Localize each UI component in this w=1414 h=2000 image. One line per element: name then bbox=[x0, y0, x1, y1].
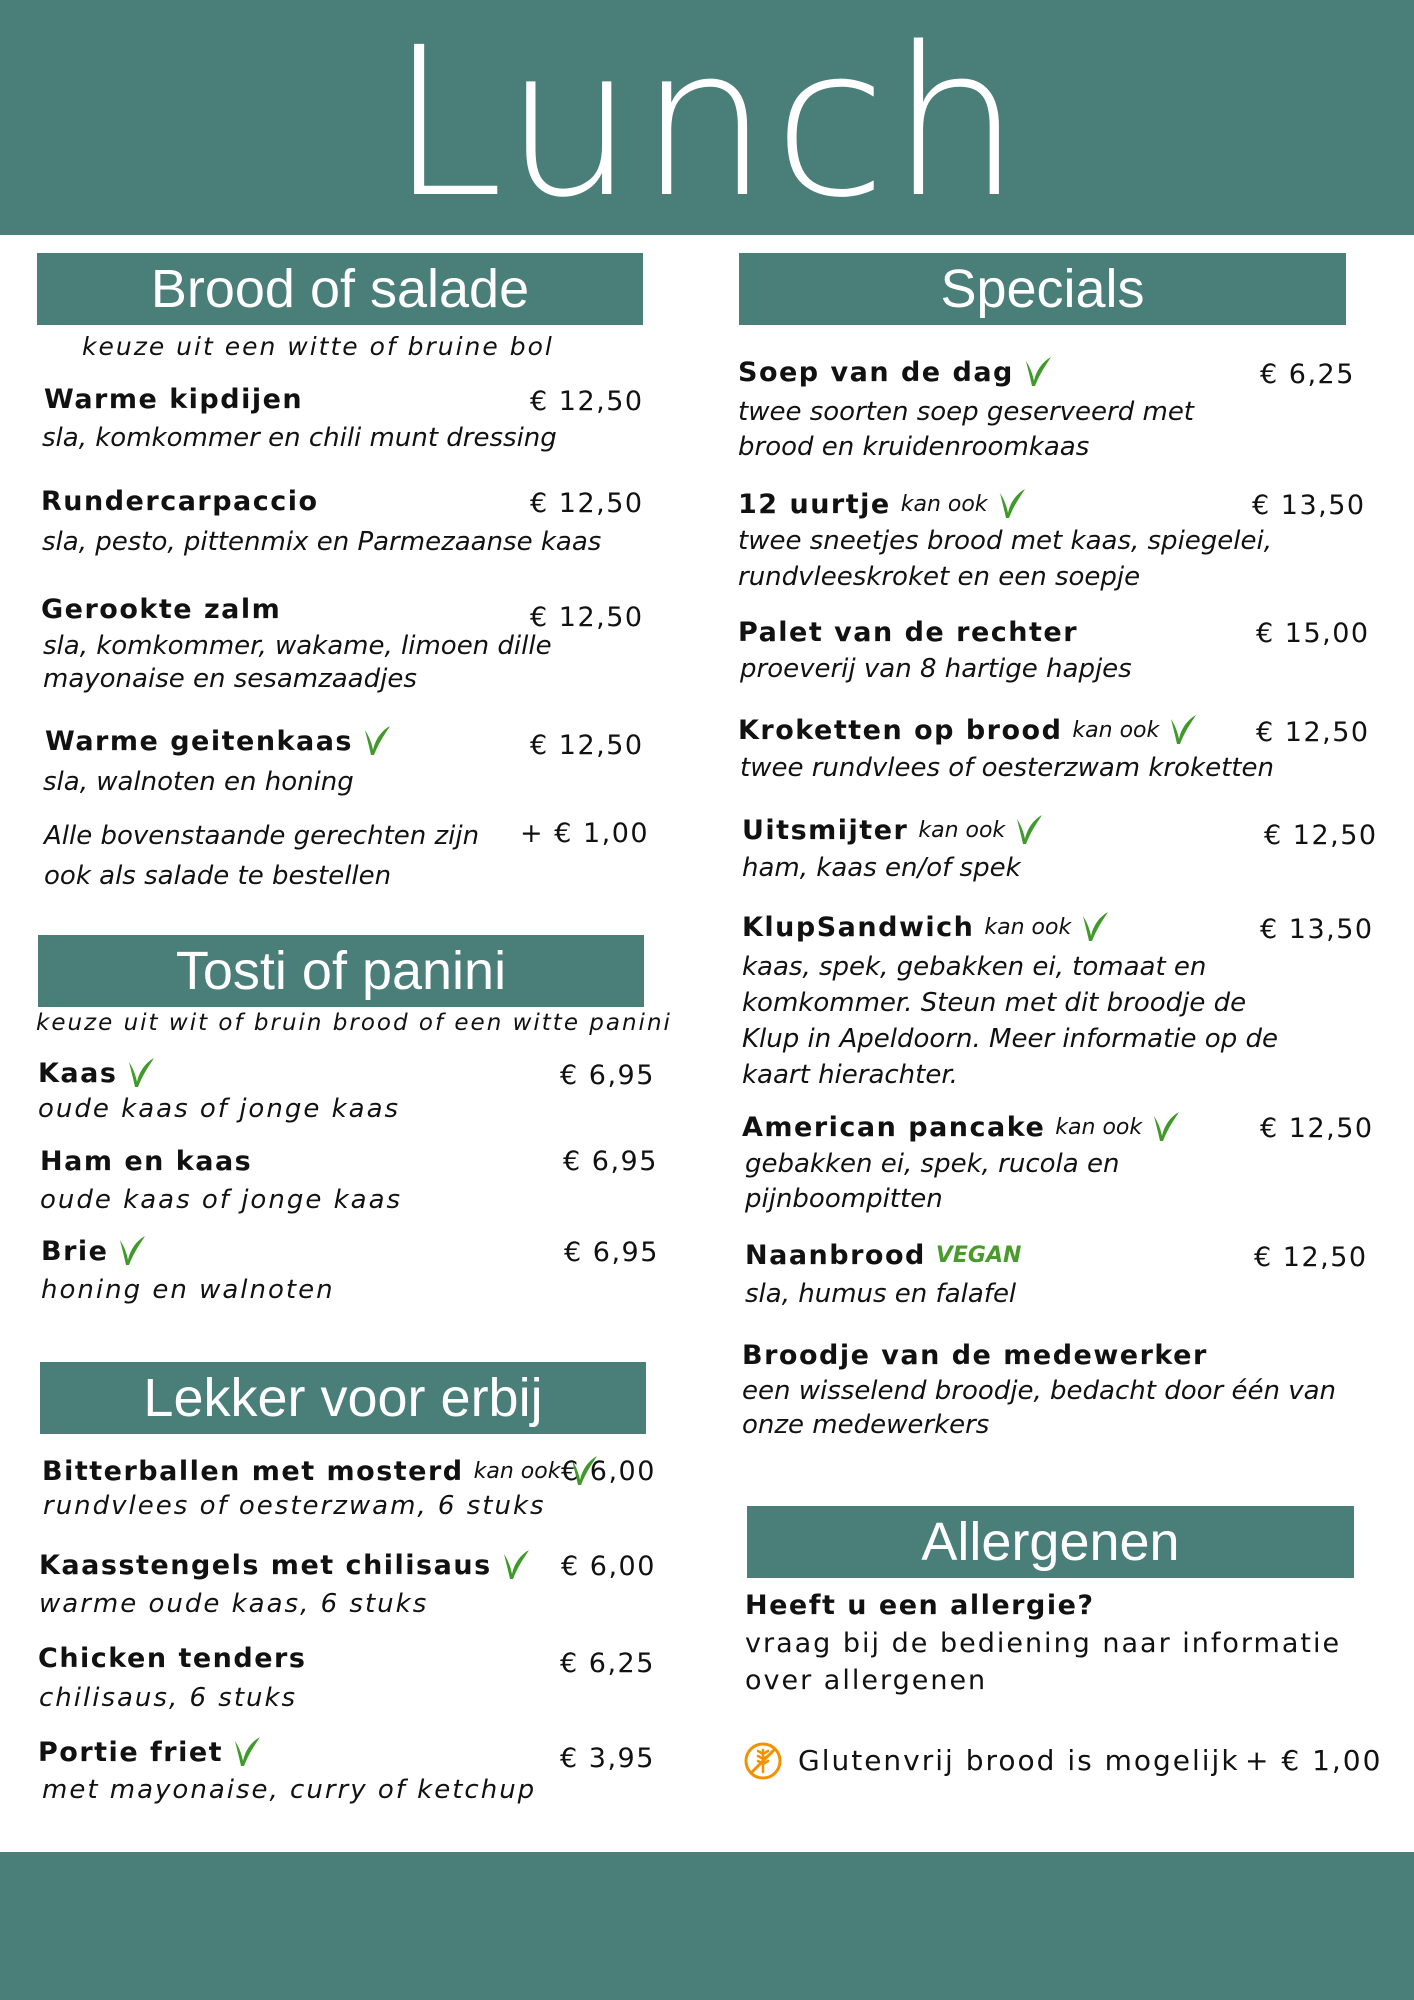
menu-item-name: Palet van de rechter bbox=[738, 617, 1079, 648]
menu-item-desc: Klup in Apeldoorn. Meer informatie op de bbox=[742, 1024, 1278, 1054]
menu-item-name: Rundercarpaccio bbox=[41, 486, 319, 517]
menu-item-name: Chicken tenders bbox=[38, 1643, 307, 1674]
section-header-specials: Specials bbox=[739, 253, 1346, 325]
menu-item-desc: onze medewerkers bbox=[742, 1410, 990, 1440]
menu-item-desc: oude kaas of jonge kaas bbox=[40, 1185, 403, 1215]
menu-item-desc: warme oude kaas, 6 stuks bbox=[39, 1589, 429, 1619]
menu-item-desc: ham, kaas en/of spek bbox=[742, 853, 1021, 883]
note-line: Alle bovenstaande gerechten zijn bbox=[44, 821, 480, 851]
gluten-free-icon bbox=[743, 1741, 783, 1781]
menu-item-name: Kaas bbox=[38, 1056, 157, 1090]
menu-item-desc: rundvleeskroket en een soepje bbox=[738, 562, 1141, 592]
menu-item-name: Portie friet bbox=[38, 1735, 263, 1769]
leaf-icon bbox=[1152, 1110, 1182, 1144]
menu-item-name: Broodje van de medewerker bbox=[742, 1340, 1208, 1371]
menu-item-name: Ham en kaas bbox=[40, 1146, 253, 1177]
menu-item-desc: sla, humus en falafel bbox=[745, 1279, 1017, 1309]
menu-item-name: Bitterballen met mosterd kan ook bbox=[42, 1454, 600, 1488]
kan-ook-tag: kan ook bbox=[1055, 1114, 1143, 1140]
menu-item-name: Kroketten op brood kan ook bbox=[738, 713, 1199, 747]
section-header-allergenen: Allergenen bbox=[747, 1506, 1354, 1578]
menu-item-desc: sla, komkommer en chili munt dressing bbox=[42, 423, 557, 453]
menu-item-desc: honing en walnoten bbox=[41, 1275, 335, 1305]
leaf-icon bbox=[127, 1056, 157, 1090]
note-price: + € 1,00 bbox=[520, 818, 650, 849]
leaf-icon bbox=[998, 487, 1028, 521]
kan-ook-tag: kan ook bbox=[473, 1458, 561, 1484]
kan-ook-tag: kan ook bbox=[1072, 717, 1160, 743]
menu-item-desc: pijnboompitten bbox=[745, 1184, 943, 1214]
menu-item-desc: sla, komkommer, wakame, limoen dille bbox=[43, 631, 552, 661]
menu-item-price: € 12,50 bbox=[1254, 1242, 1368, 1273]
menu-item-name: 12 uurtje kan ook bbox=[738, 487, 1028, 521]
menu-item-price: € 6,25 bbox=[1260, 359, 1355, 390]
section-header-erbij: Lekker voor erbij bbox=[40, 1362, 646, 1434]
menu-item-price: € 15,00 bbox=[1256, 618, 1370, 649]
menu-item-name: Naanbrood VEGAN bbox=[745, 1240, 1022, 1271]
leaf-icon bbox=[363, 724, 393, 758]
menu-item-name: Kaasstengels met chilisaus bbox=[39, 1548, 532, 1582]
menu-item-price: € 13,50 bbox=[1252, 490, 1366, 521]
allergy-text: over allergenen bbox=[745, 1665, 988, 1696]
leaf-icon bbox=[1024, 355, 1054, 389]
kan-ook-tag: kan ook bbox=[900, 491, 988, 517]
menu-item-price: € 12,50 bbox=[1260, 1113, 1374, 1144]
menu-item-name: Soep van de dag bbox=[738, 355, 1054, 389]
menu-item-desc: rundvlees of oesterzwam, 6 stuks bbox=[43, 1491, 546, 1521]
leaf-icon bbox=[502, 1548, 532, 1582]
menu-item-desc: twee sneetjes brood met kaas, spiegelei, bbox=[738, 526, 1272, 556]
menu-item-price: € 6,25 bbox=[560, 1648, 655, 1679]
note-line: ook als salade te bestellen bbox=[44, 861, 392, 891]
menu-item-name: American pancake kan ook bbox=[742, 1110, 1182, 1144]
kan-ook-tag: kan ook bbox=[984, 914, 1072, 940]
menu-item-price: € 12,50 bbox=[530, 602, 644, 633]
menu-item-price: € 6,95 bbox=[560, 1060, 655, 1091]
gluten-free-price: + € 1,00 bbox=[1245, 1744, 1383, 1777]
menu-item-price: € 12,50 bbox=[1264, 820, 1378, 851]
menu-item-desc: gebakken ei, spek, rucola en bbox=[745, 1149, 1120, 1179]
menu-item-name: Gerookte zalm bbox=[41, 594, 282, 625]
leaf-icon bbox=[1169, 713, 1199, 747]
kan-ook-tag: kan ook bbox=[918, 817, 1006, 843]
gluten-free-text: Glutenvrij brood is mogelijk bbox=[798, 1744, 1240, 1777]
menu-item-desc: chilisaus, 6 stuks bbox=[39, 1683, 298, 1713]
menu-item-desc: een wisselend broodje, bedacht door één van bbox=[742, 1376, 1337, 1406]
menu-item-price: € 6,95 bbox=[563, 1146, 658, 1177]
menu-item-name: KlupSandwich kan ook bbox=[742, 910, 1111, 944]
leaf-icon bbox=[118, 1234, 148, 1268]
allergy-text: vraag bij de bediening naar informatie bbox=[745, 1628, 1342, 1659]
menu-item-price: € 6,00 bbox=[561, 1551, 656, 1582]
menu-item-desc: proeverij van 8 hartige hapjes bbox=[740, 654, 1132, 684]
menu-item-desc: brood en kruidenroomkaas bbox=[738, 432, 1090, 462]
menu-item-desc: met mayonaise, curry of ketchup bbox=[42, 1775, 537, 1805]
menu-item-desc: oude kaas of jonge kaas bbox=[38, 1094, 401, 1124]
footer-band bbox=[0, 1852, 1414, 2000]
menu-item-price: € 12,50 bbox=[1256, 717, 1370, 748]
menu-item-desc: twee rundvlees of oesterzwam kroketten bbox=[740, 753, 1274, 783]
menu-item-desc: komkommer. Steun met dit broodje de bbox=[742, 988, 1247, 1018]
menu-item-price: € 13,50 bbox=[1260, 914, 1374, 945]
page-title: Lunch bbox=[388, 3, 1026, 243]
leaf-icon bbox=[233, 1735, 263, 1769]
menu-item-name: Brie bbox=[41, 1234, 148, 1268]
tosti-subtitle: keuze uit wit of bruin brood of een witte panini bbox=[36, 1010, 672, 1036]
menu-item-price: € 12,50 bbox=[530, 730, 644, 761]
menu-item-desc: mayonaise en sesamzaadjes bbox=[43, 664, 417, 694]
menu-item-price: € 12,50 bbox=[530, 488, 644, 519]
menu-item-desc: kaart hierachter. bbox=[742, 1060, 958, 1090]
menu-item-desc: sla, walnoten en honing bbox=[43, 767, 354, 797]
vegan-tag: VEGAN bbox=[935, 1243, 1022, 1268]
menu-item-name: Warme kipdijen bbox=[44, 384, 304, 415]
menu-item-price: € 12,50 bbox=[530, 386, 644, 417]
menu-item-name: Uitsmijter kan ook bbox=[742, 813, 1045, 847]
leaf-icon bbox=[1081, 910, 1111, 944]
menu-item-desc: sla, pesto, pittenmix en Parmezaanse kaas bbox=[42, 527, 602, 557]
menu-item-price: € 6,95 bbox=[564, 1237, 659, 1268]
leaf-icon bbox=[1015, 813, 1045, 847]
menu-item-name: Warme geitenkaas bbox=[45, 724, 393, 758]
allergy-question: Heeft u een allergie? bbox=[745, 1590, 1095, 1621]
menu-item-price: € 3,95 bbox=[560, 1743, 655, 1774]
menu-item-price: € 6,00 bbox=[561, 1456, 656, 1487]
section-header-tosti: Tosti of panini bbox=[38, 935, 644, 1007]
section-header-brood: Brood of salade bbox=[37, 253, 643, 325]
menu-item-desc: twee soorten soep geserveerd met bbox=[738, 397, 1195, 427]
menu-item-desc: kaas, spek, gebakken ei, tomaat en bbox=[742, 952, 1207, 982]
brood-subtitle: keuze uit een witte of bruine bol bbox=[82, 332, 554, 361]
